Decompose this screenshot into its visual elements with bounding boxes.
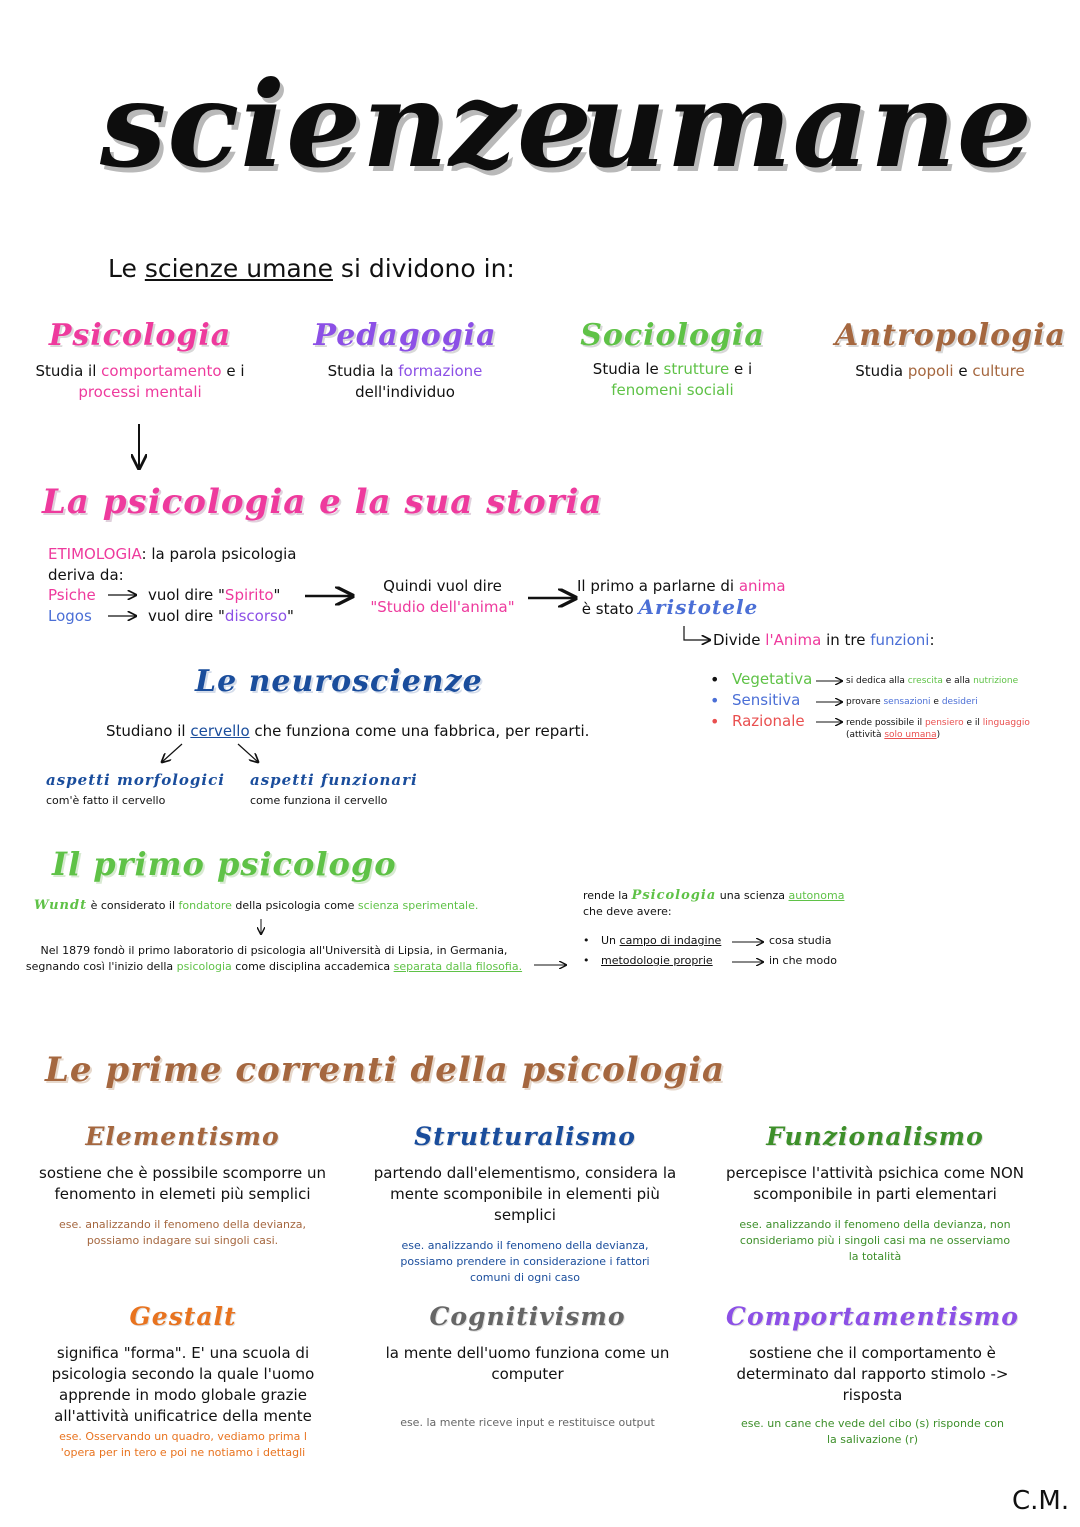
intro-line: Le scienze umane si dividono in: <box>108 254 515 283</box>
current-elementismo: Elementismo sostiene che è possibile scomporre un fenomento in elemeti più semplici ese. analizzando il fenomeno della devianza, possiamo indagare sui singoli casi. <box>39 1122 326 1247</box>
autonoma-block: rende la Psicologia una scienza autonoma che deve avere: <box>583 888 845 918</box>
requirements-list: • Un campo di indagine cosa studia • metodologie proprie in che modo <box>583 934 837 967</box>
signature: C.M. <box>1012 1486 1070 1516</box>
wundt-line: Wundt è considerato il fondatore della psicologia come scienza sperimentale. <box>34 898 479 913</box>
currents-title: Le prime correnti della psicologia <box>45 1050 726 1090</box>
title-word-2: umane <box>580 55 1033 194</box>
current-gestalt: Gestalt significa "forma". E' una scuola di psicologia secondo la quale l'uomo apprende in modo globale grazie all'attività unificatrice della mente ese. Osservando un quadro, vediamo prima l 'opera per in tero e poi ne notiamo i dettagli <box>51 1302 315 1459</box>
etymology-block: ETIMOLOGIA: la parola psicologia deriva da: <box>48 545 297 584</box>
branch-sociologia: Sociologia Studia le strutture e i fenomeni sociali <box>580 318 765 399</box>
aspetti-morfologici: aspetti morfologici com'è fatto il cervello <box>46 771 225 807</box>
intro-link: scienze umane <box>144 254 333 283</box>
first-psy-title: Il primo psicologo <box>52 845 397 883</box>
current-cognitivismo: Cognitivismo la mente dell'uomo funziona come un computer ese. la mente riceve input e restituisce output <box>385 1302 670 1429</box>
etymology-psiche: Psiche <box>48 586 96 604</box>
current-comportamentismo: Comportamentismo sostiene che il comportamento è determinato dal rapporto stimolo -> risposta ese. un cane che vede del cibo (s) risponde con la salivazione (r) <box>726 1302 1019 1446</box>
branch-pedagogia: Pedagogia Studia la formazione dell'individuo <box>313 318 497 401</box>
title-word-1: scienze <box>100 55 594 194</box>
divide-anima: Divide l'Anima in tre funzioni: <box>713 631 935 649</box>
current-strutturalismo: Strutturalismo partendo dall'elementismo, considera la mente scomponibile in elementi più semplici ese. analizzando il fenomeno della devianza, possiamo prendere in considerazione i fattori comuni di ogni caso <box>373 1122 677 1284</box>
quindi-block: Quindi vuol dire "Studio dell'anima" <box>370 577 515 616</box>
lipsia-text: Nel 1879 fondò il primo laboratorio di psicologia all'Università di Lipsia, in Germania, segnando così l'inizio della psicologia come disciplina accademica separata dalla filosofia. <box>25 944 523 973</box>
history-title: La psicologia e la sua storia <box>42 482 603 522</box>
branch-antropologia: Antropologia Studia popoli e culture <box>835 318 1066 380</box>
aspetti-funzionari: aspetti funzionari come funziona il cervello <box>250 771 418 807</box>
current-funzionalismo: Funzionalismo percepisce l'attività psichica come NON scomponibile in parti elementari ese. analizzando il fenomeno della devianza, non consideriamo più i singoli casi ma ne osserviamo la totalità <box>725 1122 1025 1263</box>
branch-psicologia: Psicologia Studia il comportamento e i processi mentali <box>35 318 245 401</box>
neuro-title: Le neuroscienze <box>195 664 483 699</box>
neuro-text: Studiano il cervello che funziona come una fabbrica, per reparti. <box>106 722 590 740</box>
aristotele-block: Il primo a parlarne di anima è stato Aristotele <box>577 577 786 619</box>
etymology-logos: Logos <box>48 607 92 625</box>
